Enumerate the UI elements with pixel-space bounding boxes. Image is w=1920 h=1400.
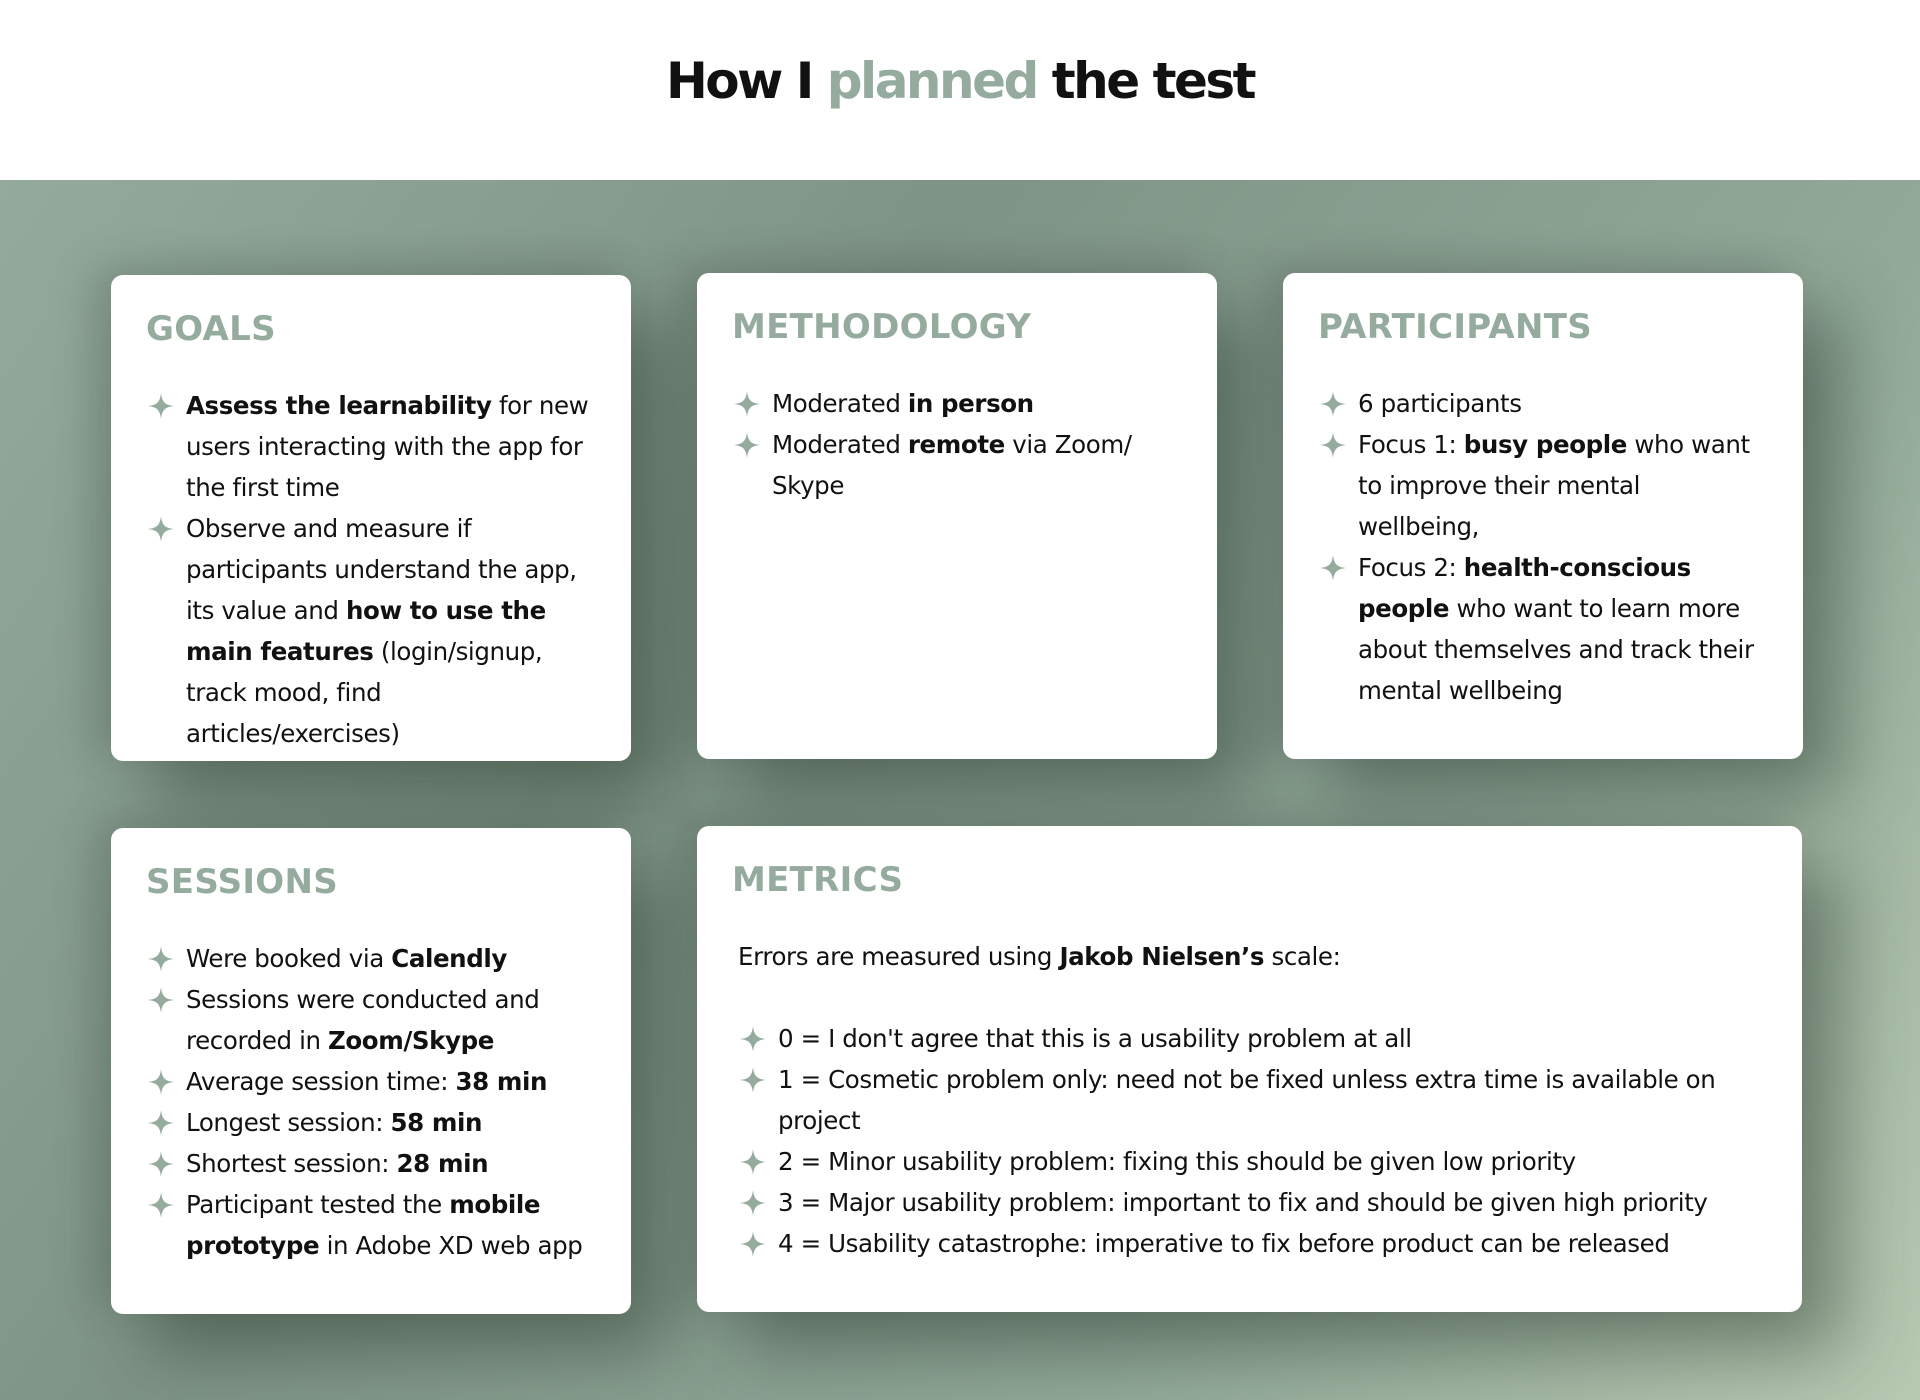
sessions-item bbox=[146, 1102, 595, 1143]
metrics-list bbox=[738, 1018, 1766, 1264]
sessions-item bbox=[146, 1143, 595, 1184]
metrics-intro-bold: Jakob Nielsen’s bbox=[1059, 942, 1265, 971]
sparkle-bullet-icon bbox=[148, 987, 174, 1013]
sparkle-bullet-icon bbox=[740, 1067, 766, 1093]
methodology-item bbox=[732, 383, 1181, 424]
sparkle-bullet-icon bbox=[734, 391, 760, 417]
methodology-item-text: via Zoom/ Skype bbox=[772, 430, 1132, 500]
participants-item bbox=[1318, 547, 1767, 711]
sparkle-bullet-icon bbox=[740, 1026, 766, 1052]
goals-item bbox=[146, 508, 595, 754]
goals-heading: GOALS bbox=[146, 309, 276, 349]
sparkle-bullet-icon bbox=[148, 1069, 174, 1095]
sessions-item-bold: 38 min bbox=[455, 1067, 548, 1096]
page-title bbox=[0, 52, 1920, 110]
sessions-item bbox=[146, 938, 595, 979]
sessions-item-bold: Calendly bbox=[391, 944, 507, 973]
metrics-heading: METRICS bbox=[732, 860, 904, 900]
goals-item-bold: Assess the learnability bbox=[186, 391, 492, 420]
sparkle-bullet-icon bbox=[734, 432, 760, 458]
sessions-item bbox=[146, 1184, 595, 1266]
goals-item bbox=[146, 385, 595, 508]
methodology-item-text: Moderated bbox=[772, 430, 908, 459]
sessions-item-text: Sessions were conducted and recorded in bbox=[186, 985, 540, 1055]
metrics-card bbox=[697, 826, 1802, 1312]
methodology-item bbox=[732, 424, 1181, 506]
sessions-item-bold: 58 min bbox=[390, 1108, 483, 1137]
metrics-item bbox=[738, 1182, 1766, 1223]
participants-item bbox=[1318, 424, 1767, 547]
sessions-item-bold: mobile prototype bbox=[186, 1190, 541, 1260]
sessions-item-text: Participant tested the bbox=[186, 1190, 450, 1219]
sessions-card bbox=[111, 828, 631, 1314]
sessions-item bbox=[146, 1061, 595, 1102]
goals-item-text: Observe and measure if participants understand the app, its value and bbox=[186, 514, 577, 625]
sessions-item-text: Were booked via bbox=[186, 944, 392, 973]
metrics-intro-text: scale: bbox=[1264, 942, 1341, 971]
sparkle-bullet-icon bbox=[740, 1231, 766, 1257]
sparkle-bullet-icon bbox=[148, 1151, 174, 1177]
sparkle-bullet-icon bbox=[740, 1190, 766, 1216]
cards-board bbox=[0, 180, 1920, 1400]
participants-item-text: 6 participants bbox=[1358, 389, 1522, 418]
goals-list bbox=[146, 385, 595, 754]
sessions-item-bold: 28 min bbox=[396, 1149, 489, 1178]
goals-item-bold: how to use the main features bbox=[186, 596, 546, 666]
methodology-item-text: Moderated bbox=[772, 389, 908, 418]
sessions-heading: SESSIONS bbox=[146, 862, 339, 902]
metrics-item-text: 2 = Minor usability problem: fixing this should be given low priority bbox=[778, 1147, 1576, 1176]
goals-card bbox=[111, 275, 631, 761]
metrics-intro bbox=[738, 936, 1766, 977]
metrics-item bbox=[738, 1018, 1766, 1059]
metrics-item-text: 0 = I don't agree that this is a usability problem at all bbox=[778, 1024, 1412, 1053]
sessions-item-text: Average session time: bbox=[186, 1067, 456, 1096]
participants-item-bold: health-conscious people bbox=[1358, 553, 1691, 623]
sessions-item-text: in Adobe XD web app bbox=[319, 1231, 583, 1260]
sessions-item bbox=[146, 979, 595, 1061]
goals-item-text: (login/signup, track mood, find articles/exercises) bbox=[186, 637, 543, 748]
methodology-list bbox=[732, 383, 1181, 506]
participants-item-text: who want to improve their mental wellbeing, bbox=[1358, 430, 1750, 541]
methodology-item-bold: remote bbox=[907, 430, 1005, 459]
participants-heading: PARTICIPANTS bbox=[1318, 307, 1593, 347]
sparkle-bullet-icon bbox=[148, 393, 174, 419]
sparkle-bullet-icon bbox=[148, 946, 174, 972]
sparkle-bullet-icon bbox=[740, 1149, 766, 1175]
methodology-item-bold: in person bbox=[907, 389, 1034, 418]
metrics-item-text: 1 = Cosmetic problem only: need not be fixed unless extra time is available on project bbox=[778, 1065, 1716, 1135]
sparkle-bullet-icon bbox=[1320, 432, 1346, 458]
sparkle-bullet-icon bbox=[148, 1110, 174, 1136]
goals-item-text: for new users interacting with the app for the first time bbox=[186, 391, 589, 502]
participants-item-text: who want to learn more about themselves and track their mental wellbeing bbox=[1358, 594, 1754, 705]
metrics-intro-text: Errors are measured using bbox=[738, 942, 1060, 971]
sessions-item-bold: Zoom/Skype bbox=[328, 1026, 494, 1055]
metrics-item bbox=[738, 1059, 1766, 1141]
sparkle-bullet-icon bbox=[1320, 555, 1346, 581]
metrics-item-text: 4 = Usability catastrophe: imperative to fix before product can be released bbox=[778, 1229, 1670, 1258]
sessions-list bbox=[146, 938, 595, 1266]
participants-list bbox=[1318, 383, 1767, 711]
participants-item-text: Focus 2: bbox=[1358, 553, 1464, 582]
metrics-item bbox=[738, 1223, 1766, 1264]
title-highlight: planned bbox=[826, 52, 1037, 110]
participants-card bbox=[1283, 273, 1803, 759]
methodology-card bbox=[697, 273, 1217, 759]
participants-item-text: Focus 1: bbox=[1358, 430, 1464, 459]
methodology-heading: METHODOLOGY bbox=[732, 307, 1032, 347]
title-part-1: How I bbox=[665, 52, 827, 110]
participants-item bbox=[1318, 383, 1767, 424]
metrics-item bbox=[738, 1141, 1766, 1182]
title-part-2: the test bbox=[1036, 52, 1255, 110]
sparkle-bullet-icon bbox=[148, 1192, 174, 1218]
page-header bbox=[0, 0, 1920, 180]
metrics-item-text: 3 = Major usability problem: important to fix and should be given high priority bbox=[778, 1188, 1708, 1217]
participants-item-bold: busy people bbox=[1463, 430, 1627, 459]
sessions-item-text: Shortest session: bbox=[186, 1149, 397, 1178]
sessions-item-text: Longest session: bbox=[186, 1108, 391, 1137]
sparkle-bullet-icon bbox=[148, 516, 174, 542]
sparkle-bullet-icon bbox=[1320, 391, 1346, 417]
